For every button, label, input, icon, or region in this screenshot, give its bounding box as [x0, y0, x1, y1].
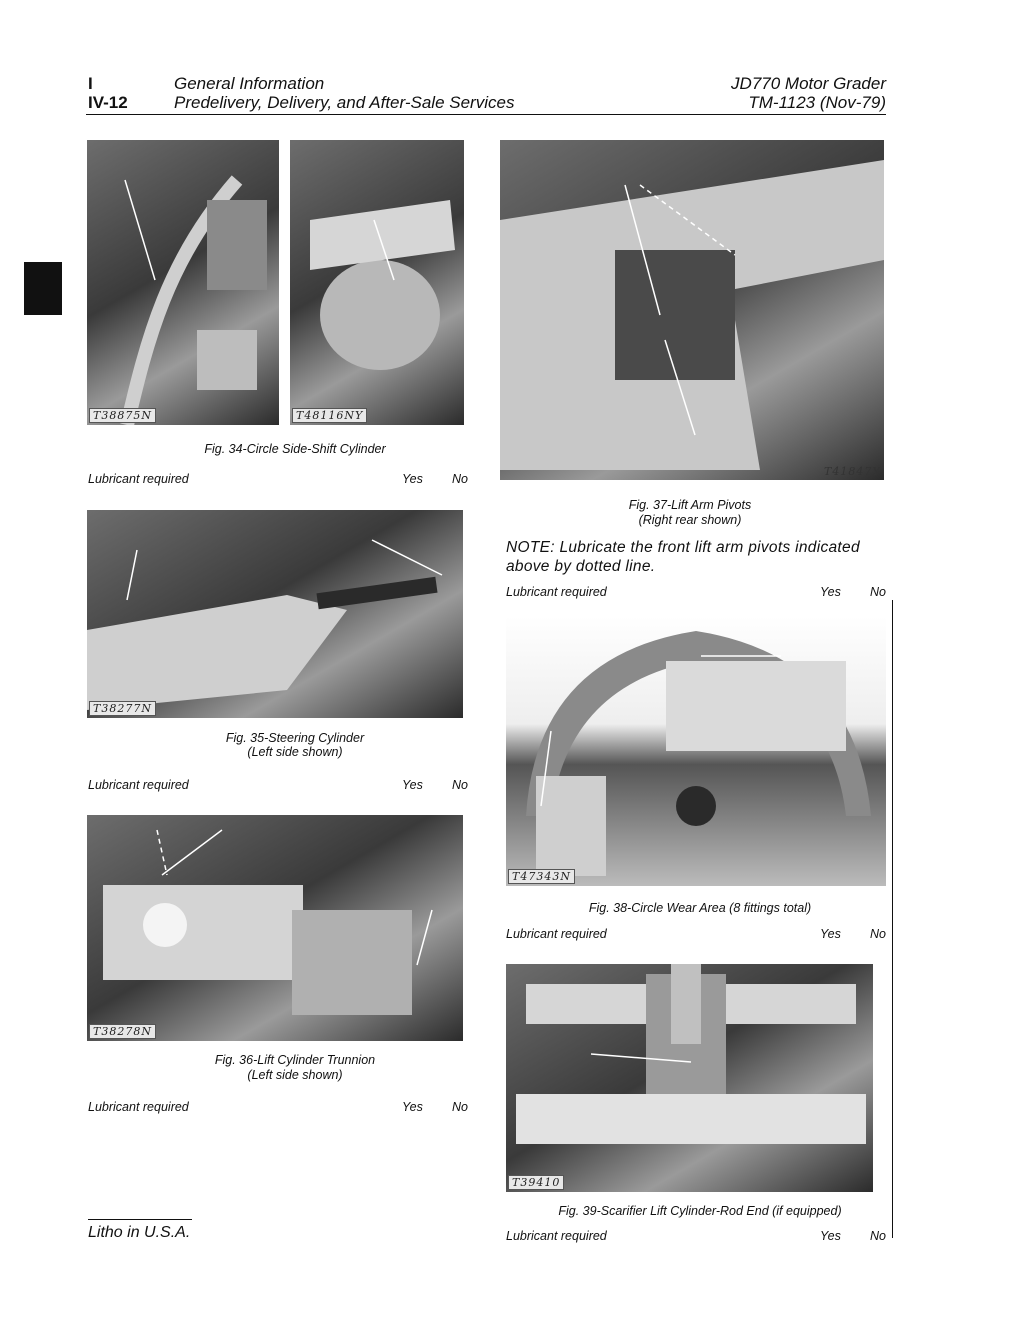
- fig35-lubricant-label: Lubricant required: [88, 778, 189, 792]
- fig37-lubricant-label: Lubricant required: [506, 585, 607, 599]
- fig37-caption: Fig. 37-Lift Arm Pivots: [628, 498, 752, 512]
- fig36-photo: [87, 815, 463, 1041]
- fig34-caption: Fig. 34-Circle Side-Shift Cylinder: [204, 442, 386, 456]
- fig39-caption: Fig. 39-Scarifier Lift Cylinder-Rod End (if equipped): [558, 1204, 842, 1218]
- fig39-photo: [506, 964, 873, 1192]
- fig38-photo: [506, 616, 886, 886]
- model-name: JD770 Motor Grader: [731, 74, 886, 93]
- fig34-yes: Yes: [402, 472, 423, 486]
- fig38-yes: Yes: [820, 927, 841, 941]
- photo-code: T38278N: [89, 1024, 156, 1039]
- fig37-no: No: [870, 585, 886, 599]
- photo-code: T39410: [508, 1175, 564, 1190]
- header-title-2: Predelivery, Delivery, and After-Sale Services: [174, 93, 515, 112]
- margin-change-bar: [892, 600, 893, 1238]
- fig39-yes: Yes: [820, 1229, 841, 1243]
- footer-text: Litho in U.S.A.: [88, 1224, 191, 1241]
- fig35-subcaption: (Left side shown): [247, 745, 343, 759]
- note-text: NOTE: Lubricate the front lift arm pivots indicated above by dotted line.: [506, 539, 860, 575]
- fig36-lubricant-label: Lubricant required: [88, 1100, 189, 1114]
- fig36-subcaption: (Left side shown): [247, 1068, 343, 1082]
- photo-code: T38875N: [89, 408, 156, 423]
- page-number: IV-12: [88, 93, 128, 112]
- fig37-subcaption: (Right rear shown): [638, 513, 742, 527]
- fig36-no: No: [452, 1100, 468, 1114]
- header-title-1: General Information: [174, 74, 325, 93]
- photo-code: T47343N: [508, 869, 575, 884]
- fig38-lubricant-label: Lubricant required: [506, 927, 607, 941]
- photo-code: T41847Y: [824, 465, 881, 478]
- section-tab-marker: [24, 262, 62, 315]
- fig38-no: No: [870, 927, 886, 941]
- fig34-lubricant-label: Lubricant required: [88, 472, 189, 486]
- fig35-caption: Fig. 35-Steering Cylinder: [225, 731, 365, 745]
- fig35-no: No: [452, 778, 468, 792]
- fig36-yes: Yes: [402, 1100, 423, 1114]
- fig34-no: No: [452, 472, 468, 486]
- photo-code: T38277N: [89, 701, 156, 716]
- fig39-no: No: [870, 1229, 886, 1243]
- fig38-caption: Fig. 38-Circle Wear Area (8 fittings total): [588, 901, 812, 915]
- section-roman: I: [88, 74, 93, 93]
- fig34-photo-a: [87, 140, 279, 425]
- fig35-yes: Yes: [402, 778, 423, 792]
- fig37-yes: Yes: [820, 585, 841, 599]
- fig35-photo: [87, 510, 463, 718]
- header-rule: [86, 114, 886, 115]
- footer-rule: [88, 1219, 192, 1220]
- fig39-lubricant-label: Lubricant required: [506, 1229, 607, 1243]
- fig34-photo-b: [290, 140, 464, 425]
- photo-code: T48116NY: [292, 408, 367, 423]
- fig36-caption: Fig. 36-Lift Cylinder Trunnion: [214, 1053, 376, 1067]
- fig37-photo: [500, 140, 884, 480]
- manual-ref: TM-1123 (Nov-79): [748, 93, 886, 112]
